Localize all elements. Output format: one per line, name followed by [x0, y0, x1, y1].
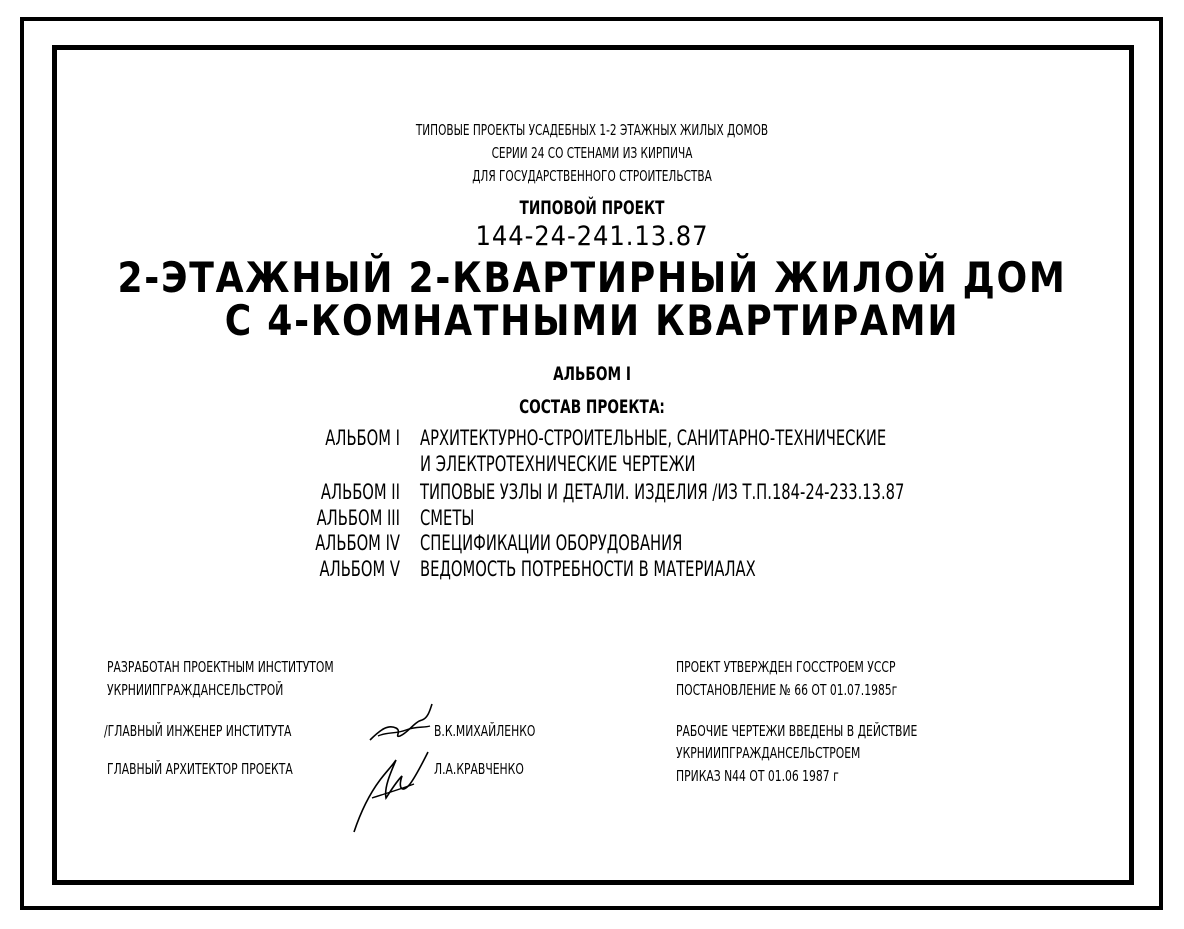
project-code: 144-24-241.13.87	[475, 221, 709, 252]
series-header-line-3: ДЛЯ ГОСУДАРСТВЕННОГО СТРОИТЕЛЬСТВА	[472, 167, 712, 185]
approval-line-5: ПРИКАЗ N44 ОТ 01.06 1987 г	[676, 767, 839, 785]
chief-engineer-signature-icon	[366, 700, 436, 748]
approval-line-4: УКРНИИПГРАЖДАНСЕЛЬСТРОЕМ	[676, 744, 861, 762]
chief-engineer-role: /ГЛАВНЫЙ ИНЖЕНЕР ИНСТИТУТА	[104, 722, 292, 740]
approval-line-3: РАБОЧИЕ ЧЕРТЕЖИ ВВЕДЕНЫ В ДЕЙСТВИЕ	[676, 722, 918, 740]
chief-architect-signature-icon	[346, 744, 432, 840]
composition-item-text: ТИПОВЫЕ УЗЛЫ И ДЕТАЛИ. ИЗДЕЛИЯ /ИЗ Т.П.184-24-233.13.87	[420, 480, 905, 504]
composition-item-text: И ЭЛЕКТРОТЕХНИЧЕСКИЕ ЧЕРТЕЖИ	[420, 452, 696, 476]
composition-item-text: СМЕТЫ	[420, 506, 475, 530]
composition-item-label: АЛЬБОМ IV	[315, 531, 400, 555]
composition-item-label: АЛЬБОМ I	[325, 426, 400, 450]
composition-item-label: АЛЬБОМ III	[316, 506, 400, 530]
approval-line-1: ПРОЕКТ УТВЕРЖДЕН ГОССТРОЕМ УССР	[676, 658, 896, 676]
approval-line-2: ПОСТАНОВЛЕНИЕ № 66 ОТ 01.07.1985г	[676, 681, 898, 699]
composition-item-text: ВЕДОМОСТЬ ПОТРЕБНОСТИ В МАТЕРИАЛАХ	[420, 557, 756, 581]
composition-heading: СОСТАВ ПРОЕКТА:	[519, 396, 665, 418]
composition-item-text: АРХИТЕКТУРНО-СТРОИТЕЛЬНЫЕ, САНИТАРНО-ТЕХНИЧЕСКИЕ	[420, 426, 887, 450]
series-header-line-1: ТИПОВЫЕ ПРОЕКТЫ УСАДЕБНЫХ 1-2 ЭТАЖНЫХ ЖИЛЫХ ДОМОВ	[415, 121, 769, 139]
series-header-line-2: СЕРИИ 24 СО СТЕНАМИ ИЗ КИРПИЧА	[491, 144, 693, 162]
composition-item-label: АЛЬБОМ V	[319, 557, 400, 581]
project-title-line-2: С 4-КОМНАТНЫМИ КВАРТИРАМИ	[224, 296, 960, 345]
developer-line-2: УКРНИИПГРАЖДАНСЕЛЬСТРОЙ	[107, 681, 284, 699]
composition-item-label: АЛЬБОМ II	[320, 480, 400, 504]
project-title-line-1: 2-ЭТАЖНЫЙ 2-КВАРТИРНЫЙ ЖИЛОЙ ДОМ	[117, 253, 1067, 302]
project-label: ТИПОВОЙ ПРОЕКТ	[519, 197, 665, 219]
developer-line-1: РАЗРАБОТАН ПРОЕКТНЫМ ИНСТИТУТОМ	[107, 658, 334, 676]
chief-architect-name: Л.А.КРАВЧЕНКО	[434, 760, 524, 778]
chief-architect-role: ГЛАВНЫЙ АРХИТЕКТОР ПРОЕКТА	[107, 760, 293, 778]
album-number: АЛЬБОМ I	[553, 363, 631, 385]
chief-engineer-name: В.К.МИХАЙЛЕНКО	[434, 722, 536, 740]
composition-item-text: СПЕЦИФИКАЦИИ ОБОРУДОВАНИЯ	[420, 531, 683, 555]
